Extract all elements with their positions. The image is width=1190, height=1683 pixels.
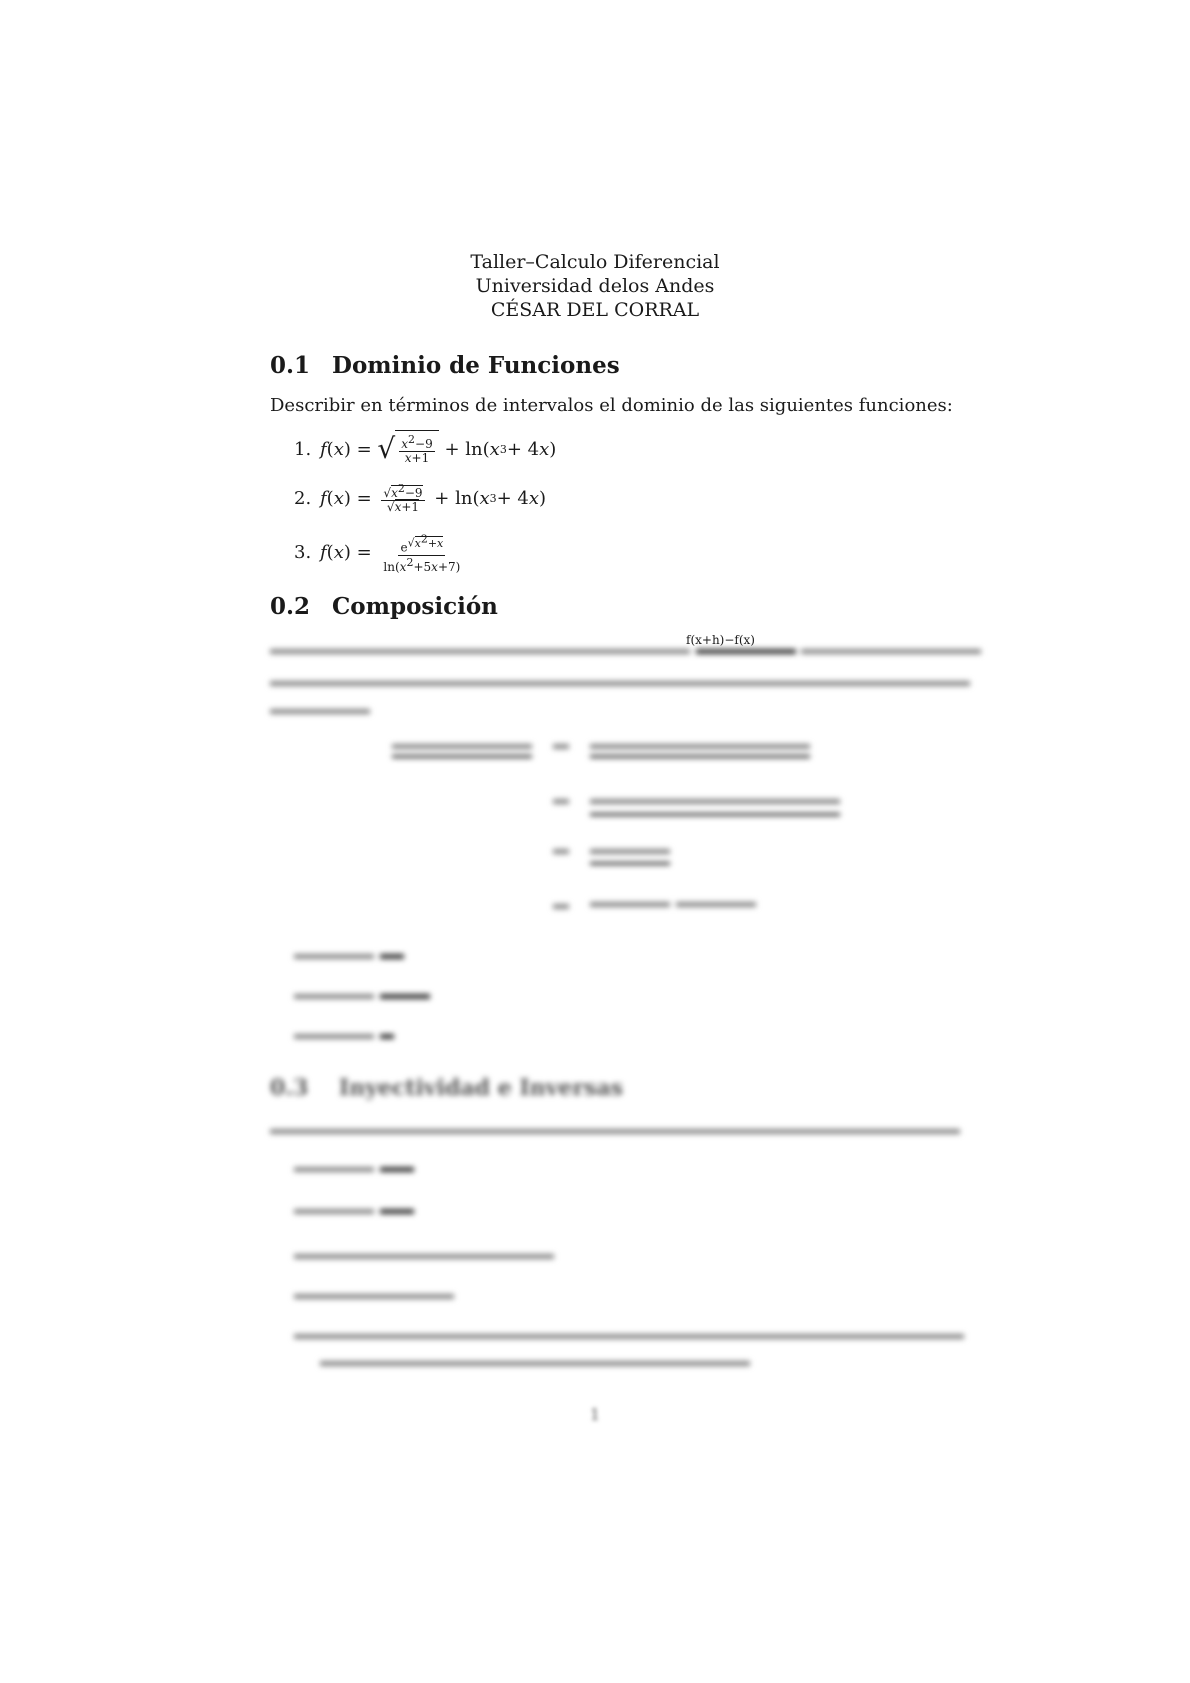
exercise-item-3: 3. f ( x ) = $\frac{e^{√x^2+x}}{\ln(x^2+5x+7)}$ <box>294 532 461 574</box>
section-title: Inyectividad e Inversas <box>338 1075 624 1101</box>
document-header <box>0 250 1190 322</box>
exercise-item-1: 1. f ( x ) = √ $\frac{x^2-9}{x+1}$ + ln( x 3 + 4 x ) <box>294 430 556 468</box>
author-name: CÉSAR DEL CORRAL <box>490 299 700 321</box>
section-heading-composicion <box>270 593 498 620</box>
difference-quotient-numerator: f(x+h)−f(x) <box>686 633 755 647</box>
course-title: Taller–Calculo Diferencial <box>470 251 720 273</box>
exercise-item-2: 2. f ( x ) = $\frac{√x^2-9}{√x+1}$ + ln( x 3 + 4 x ) <box>294 482 547 514</box>
section-number: 0.2 <box>270 593 311 620</box>
section-title: Dominio de Funciones <box>332 352 620 379</box>
section-number: 0.1 <box>270 352 311 379</box>
page-number: 1 <box>589 1405 601 1424</box>
section-number: 0.3 <box>270 1075 309 1101</box>
section-heading-dominio <box>270 352 620 379</box>
section-intro: Describir en términos de intervalos el dominio de las siguientes funciones: <box>270 395 953 416</box>
section-title: Composición <box>332 593 498 620</box>
university-name: Universidad delos Andes <box>475 275 715 297</box>
